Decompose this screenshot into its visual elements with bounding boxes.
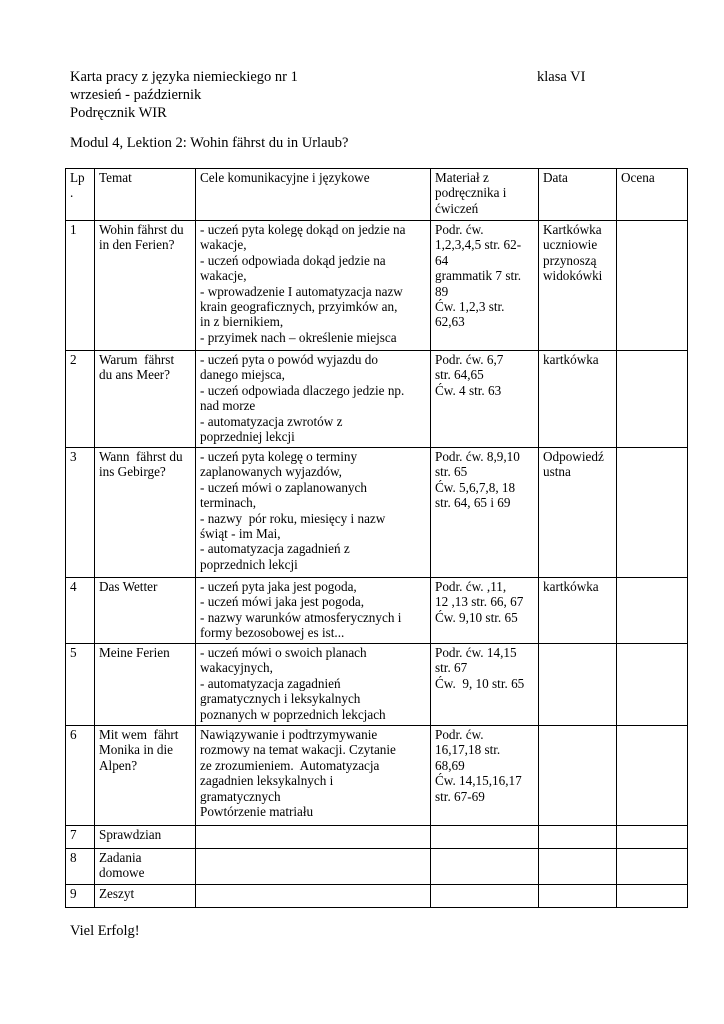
header-data: Data <box>539 169 617 221</box>
cell-lp: 6 <box>66 726 95 826</box>
class-label: klasa VI <box>537 69 586 85</box>
cell-lp: 1 <box>66 221 95 351</box>
cell-material <box>431 849 539 885</box>
header-ocena: Ocena <box>617 169 688 221</box>
cell-ocena <box>617 826 688 849</box>
cell-material: Podr. ćw. 6,7 str. 64,65 Ćw. 4 str. 63 <box>431 351 539 448</box>
cell-data <box>539 644 617 726</box>
cell-cele: Nawiązywanie i podtrzymywanie rozmowy na temat wakacji. Czytanie ze zrozumieniem. Automatyzacja zagadnien leksykalnych i gramatycznych Powtórzenie matriału <box>196 726 431 826</box>
cell-data: kartkówka <box>539 578 617 644</box>
cell-lp: 5 <box>66 644 95 726</box>
table-row <box>66 351 688 448</box>
cell-temat: Wann fährst du ins Gebirge? <box>95 448 196 578</box>
lesson-plan-table <box>65 168 688 908</box>
cell-lp: 7 <box>66 826 95 849</box>
cell-data <box>539 885 617 908</box>
cell-lp: 8 <box>66 849 95 885</box>
table-row <box>66 885 688 908</box>
cell-data <box>539 849 617 885</box>
cell-ocena <box>617 849 688 885</box>
header-material: Materiał z podręcznika i ćwiczeń <box>431 169 539 221</box>
cell-ocena <box>617 726 688 826</box>
cell-data <box>539 826 617 849</box>
lesson-subtitle: Modul 4, Lektion 2: Wohin fährst du in Urlaub? <box>70 135 349 151</box>
cell-lp: 2 <box>66 351 95 448</box>
cell-material <box>431 885 539 908</box>
cell-cele: - uczeń pyta o powód wyjazdu do danego miejsca, - uczeń odpowiada dlaczego jedzie np. nad morze - automatyzacja zwrotów z poprzedniej lekcji <box>196 351 431 448</box>
cell-cele: - uczeń pyta kolegę dokąd on jedzie na wakacje, - uczeń odpowiada dokąd jedzie na wakacje, - wprowadzenie I automatyzacja nazw krain geograficznych, przyimków an, in z biernikiem, - przyimek nach – określenie miejsca <box>196 221 431 351</box>
cell-ocena <box>617 221 688 351</box>
cell-cele <box>196 826 431 849</box>
cell-ocena <box>617 448 688 578</box>
cell-material: Podr. ćw. 8,9,10 str. 65 Ćw. 5,6,7,8, 18 str. 64, 65 i 69 <box>431 448 539 578</box>
cell-lp: 9 <box>66 885 95 908</box>
cell-temat: Zadania domowe <box>95 849 196 885</box>
cell-lp: 3 <box>66 448 95 578</box>
header-lp: Lp . <box>66 169 95 221</box>
table-row <box>66 578 688 644</box>
header-cele: Cele komunikacyjne i językowe <box>196 169 431 221</box>
cell-temat: Zeszyt <box>95 885 196 908</box>
table-row <box>66 644 688 726</box>
cell-temat: Wohin fährst du in den Ferien? <box>95 221 196 351</box>
cell-temat: Meine Ferien <box>95 644 196 726</box>
months-label: wrzesień - październik <box>70 87 202 103</box>
table-row <box>66 448 688 578</box>
cell-ocena <box>617 644 688 726</box>
cell-temat: Sprawdzian <box>95 826 196 849</box>
cell-cele <box>196 885 431 908</box>
cell-material <box>431 826 539 849</box>
cell-data: Odpowiedź ustna <box>539 448 617 578</box>
cell-temat: Das Wetter <box>95 578 196 644</box>
table-header-row <box>66 169 688 221</box>
closing-note: Viel Erfolg! <box>70 923 140 939</box>
table-row <box>66 221 688 351</box>
cell-material: Podr. ćw. 16,17,18 str. 68,69 Ćw. 14,15,16,17 str. 67-69 <box>431 726 539 826</box>
cell-ocena <box>617 351 688 448</box>
table-row <box>66 826 688 849</box>
cell-temat: Warum fährst du ans Meer? <box>95 351 196 448</box>
table-row <box>66 726 688 826</box>
cell-material: Podr. ćw. ,11, 12 ,13 str. 66, 67 Ćw. 9,10 str. 65 <box>431 578 539 644</box>
cell-lp: 4 <box>66 578 95 644</box>
header-temat: Temat <box>95 169 196 221</box>
cell-ocena <box>617 885 688 908</box>
textbook-label: Podręcznik WIR <box>70 105 167 121</box>
cell-cele: - uczeń pyta kolegę o terminy zaplanowanych wyjazdów, - uczeń mówi o zaplanowanych terminach, - nazwy pór roku, miesięcy i nazw świąt - im Mai, - automatyzacja zagadnień z poprzednich lekcji <box>196 448 431 578</box>
cell-temat: Mit wem fährt Monika in die Alpen? <box>95 726 196 826</box>
cell-cele <box>196 849 431 885</box>
table-row <box>66 849 688 885</box>
worksheet-title: Karta pracy z języka niemieckiego nr 1 <box>70 69 298 85</box>
cell-material: Podr. ćw. 1,2,3,4,5 str. 62- 64 grammatik 7 str. 89 Ćw. 1,2,3 str. 62,63 <box>431 221 539 351</box>
cell-cele: - uczeń mówi o swoich planach wakacyjnych, - automatyzacja zagadnień gramatycznych i leksykalnych poznanych w poprzednich lekcjach <box>196 644 431 726</box>
cell-data: kartkówka <box>539 351 617 448</box>
cell-material: Podr. ćw. 14,15 str. 67 Ćw. 9, 10 str. 65 <box>431 644 539 726</box>
cell-data: Kartkówka uczniowie przynoszą widokówki <box>539 221 617 351</box>
cell-cele: - uczeń pyta jaka jest pogoda, - uczeń mówi jaka jest pogoda, - nazwy warunków atmosferycznych i formy bezosobowej es ist... <box>196 578 431 644</box>
cell-ocena <box>617 578 688 644</box>
cell-data <box>539 726 617 826</box>
